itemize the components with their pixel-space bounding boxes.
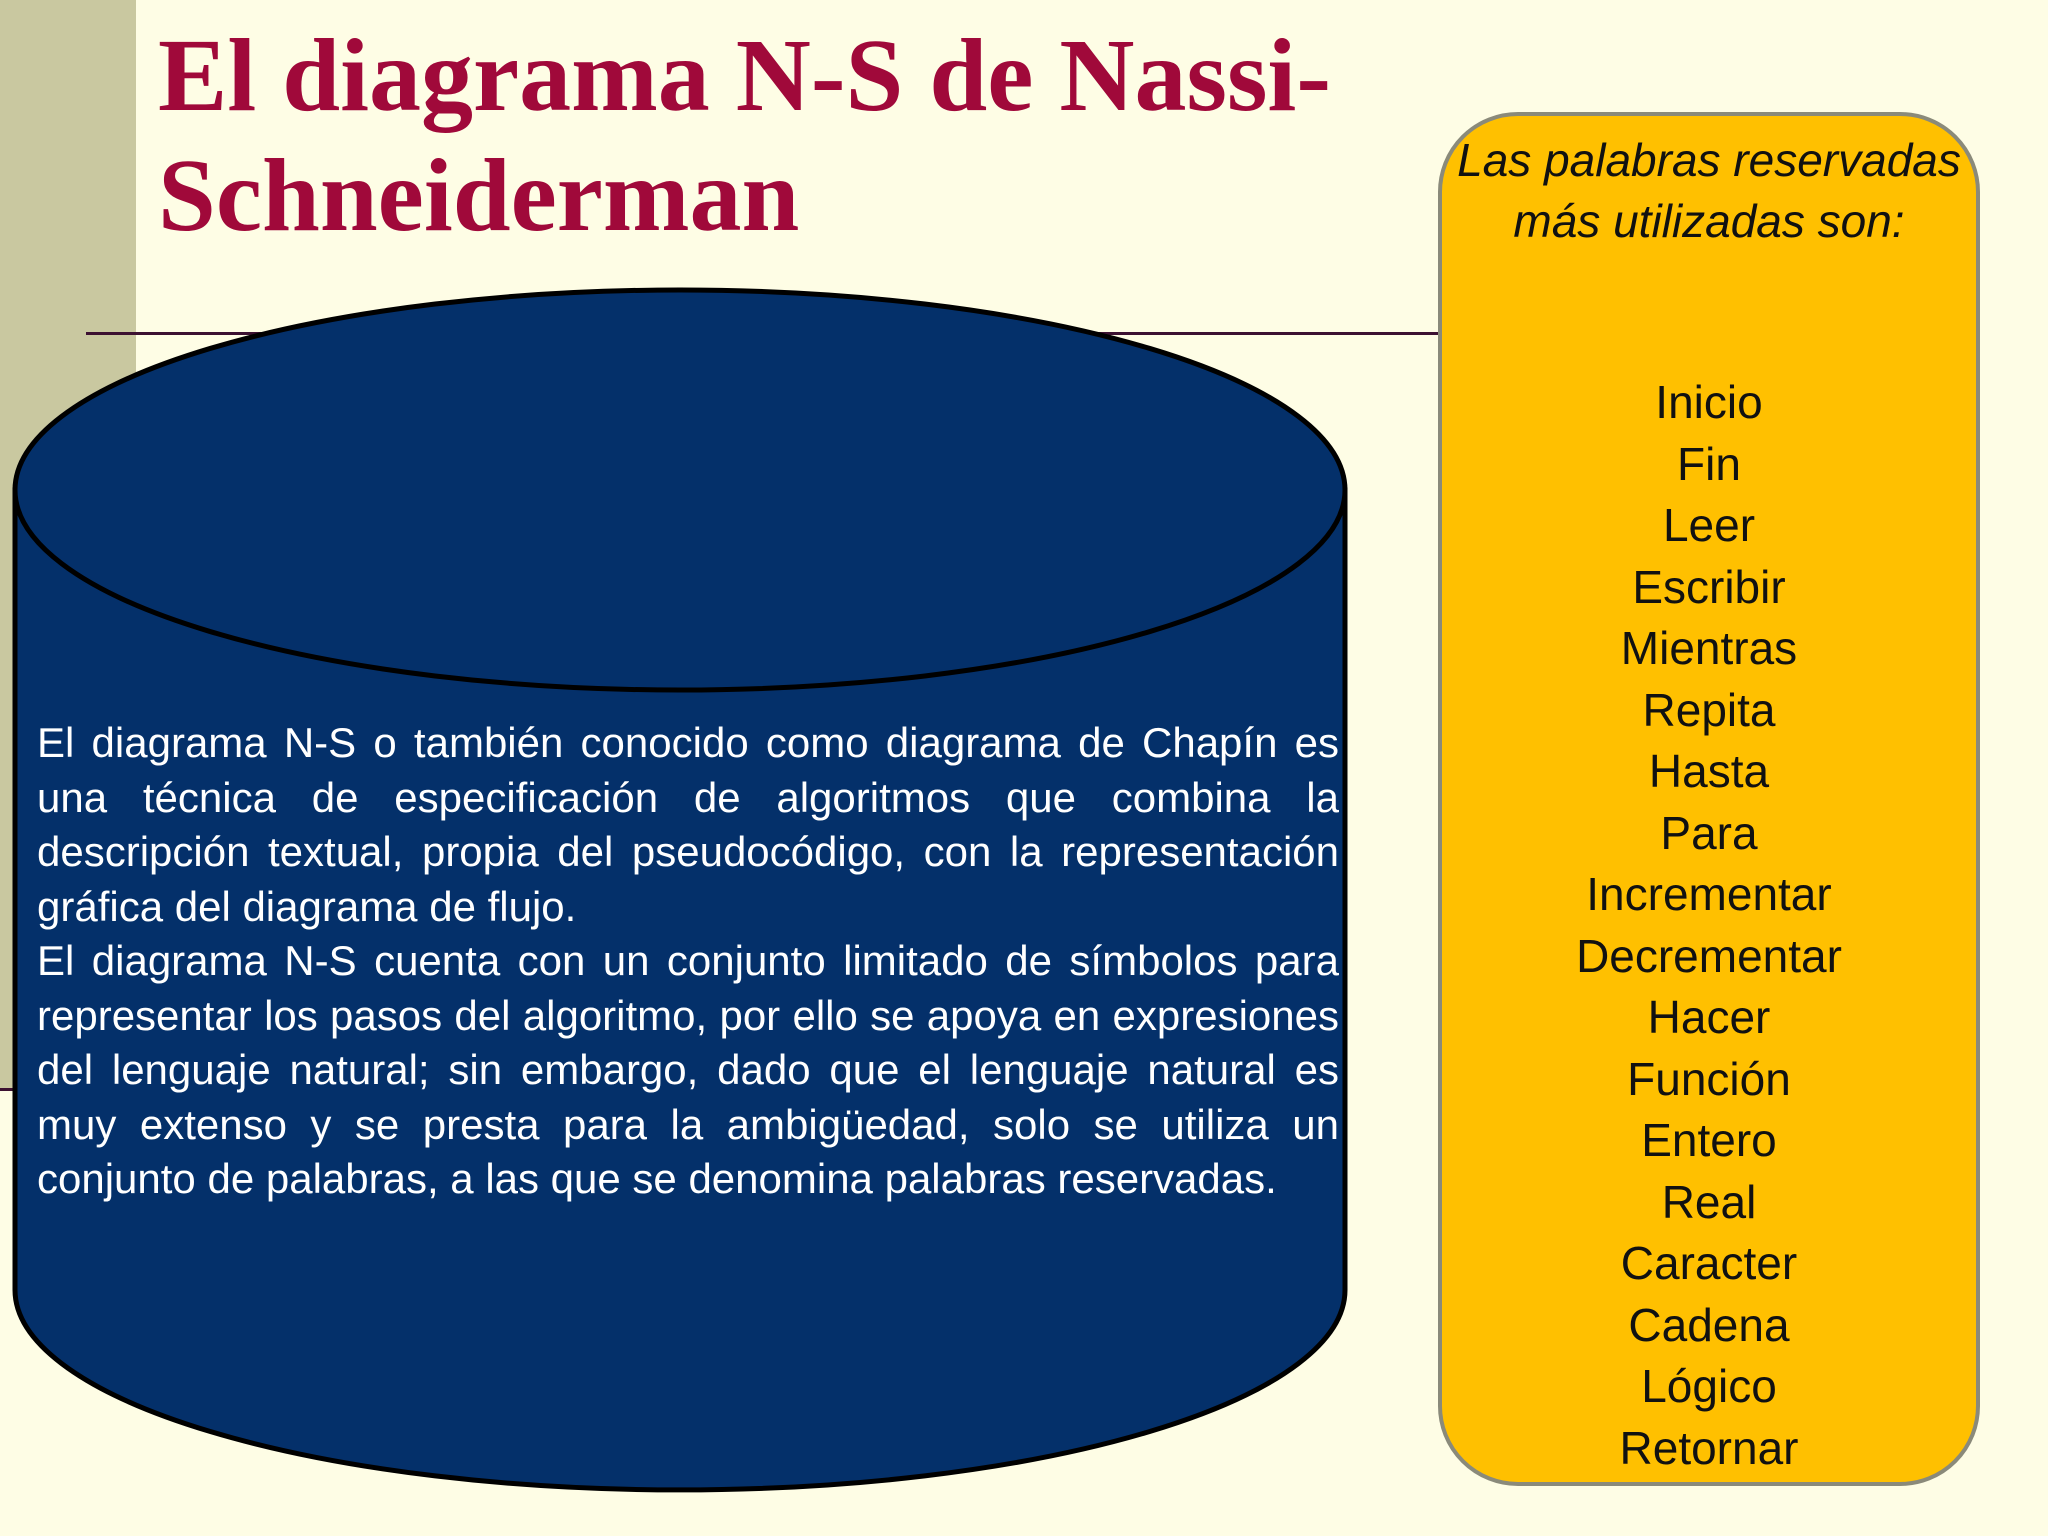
reserved-word-item: Mientras bbox=[1620, 622, 1798, 674]
reserved-word-item: Repita bbox=[1642, 683, 1776, 736]
reserved-word-item: Leer bbox=[1662, 499, 1756, 551]
reserved-word-item: Para bbox=[1660, 806, 1758, 859]
reserved-word-item: Caracter bbox=[1620, 1237, 1798, 1289]
slide-title: El diagrama N-S de Nassi-Schneiderman bbox=[158, 18, 1331, 253]
reserved-word-item: Real bbox=[1661, 1175, 1757, 1228]
reserved-word-item: Entero bbox=[1641, 1114, 1777, 1166]
reserved-words-heading: Las palabras reservadas más utilizadas son: bbox=[1457, 134, 1961, 247]
reserved-word-item: Incrementar bbox=[1586, 868, 1832, 920]
reserved-word-item: Cadena bbox=[1628, 1298, 1790, 1351]
reserved-word-item: Hacer bbox=[1647, 991, 1771, 1043]
reserved-word-item: Inicio bbox=[1655, 376, 1763, 428]
cylinder-top bbox=[15, 290, 1345, 690]
description-paragraph-1: El diagrama N-S o también conocido como diagrama de Chapín es una técnica de especificación de algoritmos que combina la descripción textual, propia del pseudocódigo, con la representación gráfica del diagrama de flujo. bbox=[37, 719, 1339, 930]
reserved-word-item: Retornar bbox=[1619, 1421, 1799, 1474]
reserved-words-list bbox=[1442, 372, 1976, 1479]
reserved-word-item: Función bbox=[1627, 1052, 1791, 1105]
description-text bbox=[37, 716, 1339, 1207]
reserved-word-item: Hasta bbox=[1648, 745, 1770, 797]
reserved-word-item: Lógico bbox=[1641, 1360, 1777, 1412]
reserved-word-item: Escribir bbox=[1632, 560, 1786, 613]
reserved-words-box bbox=[1438, 112, 1980, 1486]
reserved-word-item: Fin bbox=[1677, 437, 1741, 490]
reserved-word-item: Decrementar bbox=[1576, 929, 1842, 982]
description-paragraph-2: El diagrama N-S cuenta con un conjunto limitado de símbolos para representar los pasos del algoritmo, por ello se apoya en expresiones del lenguaje natural; sin embargo, dado que el lenguaje natural es muy extenso y se presta para la ambigüedad, solo se utiliza un conjunto de palabras, a las que se denomina palabras reservadas. bbox=[37, 937, 1339, 1202]
